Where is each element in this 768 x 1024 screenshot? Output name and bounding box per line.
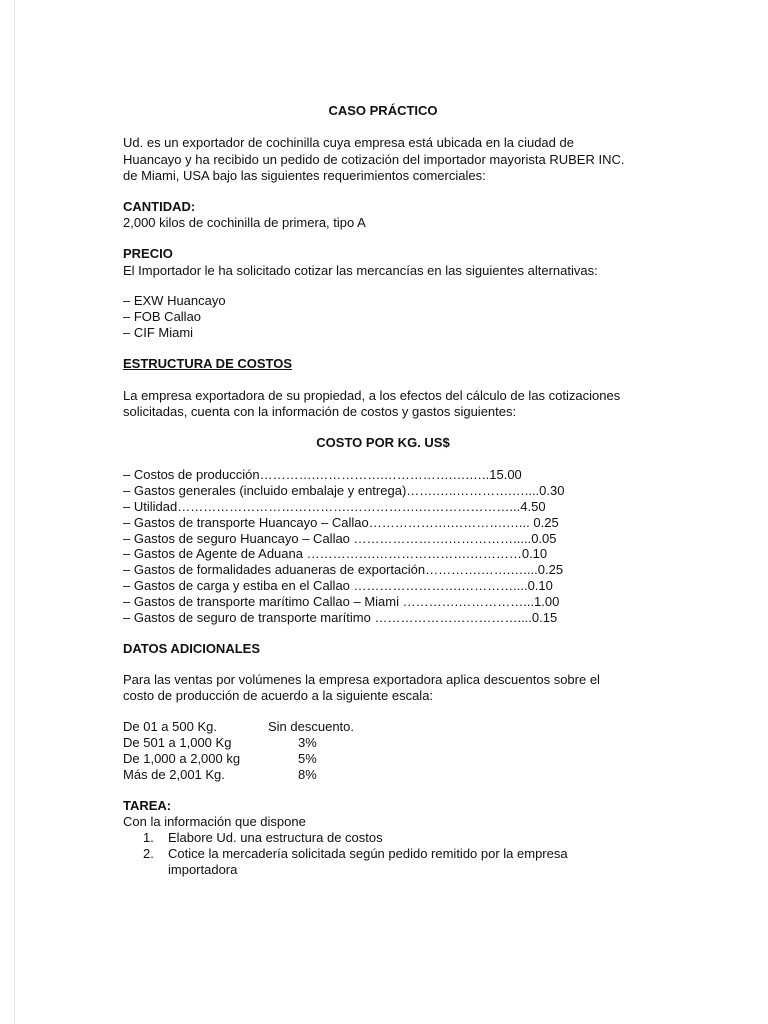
scale-discount: Sin descuento.: [268, 719, 355, 734]
datos-heading: DATOS ADICIONALES: [123, 641, 260, 656]
cost-row: – Gastos generales (incluido embalaje y entrega)…….…..………….…....0.30: [123, 483, 565, 498]
task-number: 2.: [143, 846, 154, 861]
scale-range: De 1,000 a 2,000 kg: [123, 751, 241, 766]
tarea-text: Con la información que dispone: [123, 814, 306, 829]
task-text: Cotice la mercadería solicitada según pedido remitido por la empresa: [168, 846, 568, 861]
scale-range: De 501 a 1,000 Kg: [123, 735, 232, 750]
scale-discount: 3%: [298, 735, 317, 750]
cost-row: – Gastos de formalidades aduaneras de exportación………….…….…....0.25: [123, 562, 564, 577]
cost-row: – Gastos de seguro de transporte marítimo ……………………………....0.15: [123, 610, 558, 625]
cost-row: – Gastos de transporte Huancayo – Callao……………….………….…... 0.25: [123, 515, 559, 530]
document-title: CASO PRÁCTICO: [328, 103, 438, 118]
cantidad-heading: CANTIDAD:: [123, 199, 196, 214]
cantidad-text: 2,000 kilos de cochinilla de primera, tipo A: [123, 215, 366, 230]
cost-row: – Utilidad………………………………….…………….…………………...4.50: [123, 499, 546, 514]
cost-row: – Gastos de seguro Huancayo – Callao ………………….…………….....0.05: [123, 531, 557, 546]
estructura-text: solicitadas, cuenta con la información de costos y gastos siguientes:: [123, 404, 517, 419]
intro-line: Huancayo y ha recibido un pedido de cotización del importador mayorista RUBER INC.: [123, 152, 625, 167]
datos-text: costo de producción de acuerdo a la siguiente escala:: [123, 688, 434, 703]
precio-alternative: – CIF Miami: [123, 325, 194, 340]
cost-row: – Gastos de Agente de Aduana …………….………………….…………0.10: [123, 546, 548, 561]
precio-alternative: – EXW Huancayo: [123, 293, 226, 308]
task-number: 1.: [143, 830, 154, 845]
scale-discount: 8%: [298, 767, 317, 782]
scale-range: Más de 2,001 Kg.: [123, 767, 225, 782]
task-text: importadora: [168, 862, 238, 877]
page-edge: [14, 0, 15, 1024]
precio-heading: PRECIO: [123, 246, 173, 261]
costos-heading: COSTO POR KG. US$: [316, 435, 450, 450]
cost-row: – Gastos de carga y estiba en el Callao …………………….…………....0.10: [123, 578, 553, 593]
precio-alternative: – FOB Callao: [123, 309, 202, 324]
intro-line: Ud. es un exportador de cochinilla cuya empresa está ubicada en la ciudad de: [123, 135, 574, 150]
datos-text: Para las ventas por volúmenes la empresa exportadora aplica descuentos sobre el: [123, 672, 600, 687]
estructura-text: La empresa exportadora de su propiedad, a los efectos del cálculo de las cotizaciones: [123, 388, 621, 403]
tarea-heading: TAREA:: [123, 798, 172, 813]
scale-range: De 01 a 500 Kg.: [123, 719, 217, 734]
precio-text: El Importador le ha solicitado cotizar las mercancías en las siguientes alternativas:: [123, 263, 598, 278]
intro-line: de Miami, USA bajo las siguientes requerimientos comerciales:: [123, 168, 486, 183]
cost-row: – Gastos de transporte marítimo Callao – Miami ………….……………...1.00: [123, 594, 560, 609]
scale-discount: 5%: [298, 751, 317, 766]
task-text: Elabore Ud. una estructura de costos: [168, 830, 383, 845]
estructura-heading: ESTRUCTURA DE COSTOS: [123, 356, 293, 371]
cost-row: – Costos de producción………….…………….…………….….…..15.00: [123, 467, 522, 482]
